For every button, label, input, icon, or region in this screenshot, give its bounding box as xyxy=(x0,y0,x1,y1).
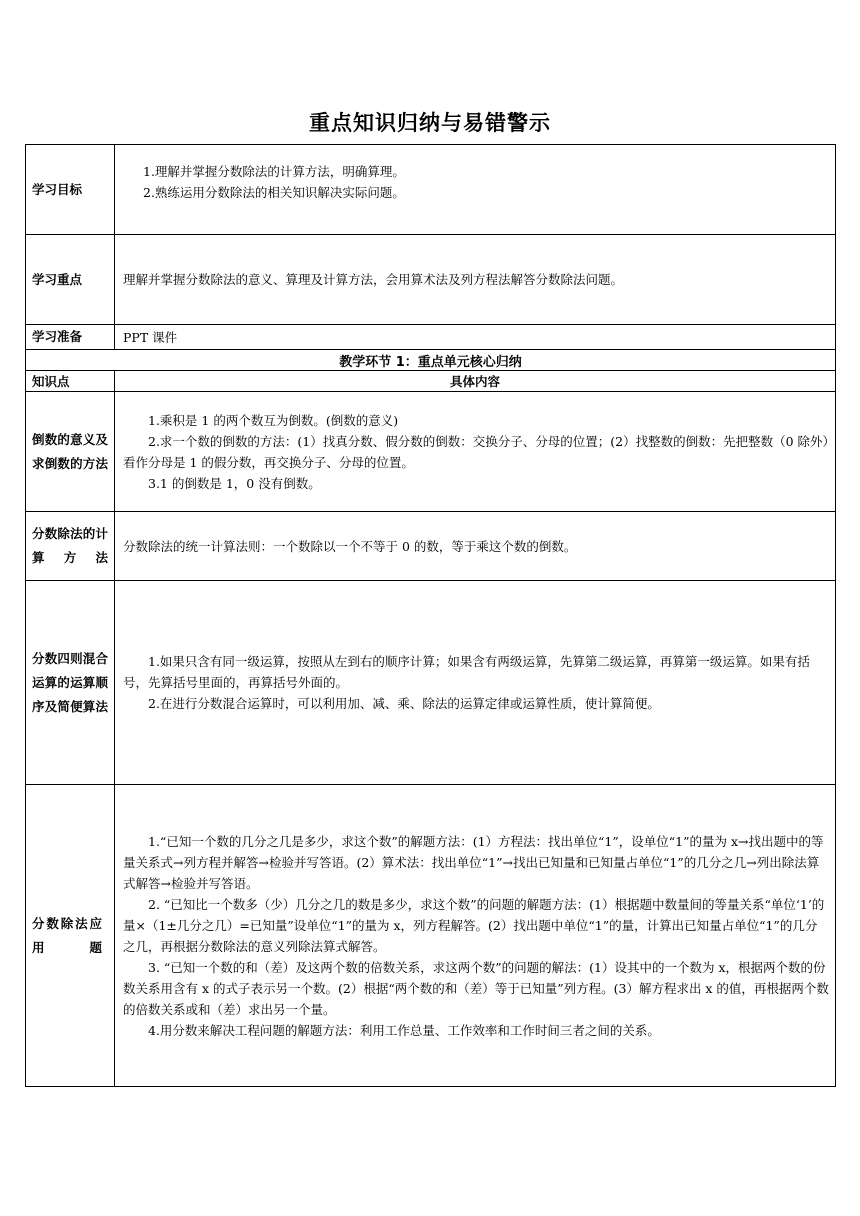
page-title: 重点知识归纳与易错警示 xyxy=(309,111,551,135)
table-row-division-method xyxy=(26,512,836,581)
summary-table xyxy=(25,144,836,1087)
row-content-mixed-operations xyxy=(115,581,836,785)
application-para-1: 1.“已知一个数的几分之几是多少，求这个数”的解题方法：(1）方程法：找出单位“1”，设单位“1”的量为 x→找出题中的等量关系式→列方程并解答→检验并写答语。(2）算术法：找出单位“1”→找出已知量和已知量占单位“1”的几分之几→列出除法算式解答→检验并写答语。 xyxy=(123,833,824,891)
row-label-reciprocal: 倒数的意义及求倒数的方法 xyxy=(26,392,115,512)
application-label: 分数除法应用题 xyxy=(32,915,102,955)
application-para-4: 4.用分数来解决工程问题的解题方法：利用工作总量、工作效率和工作时间三者之间的关系。 xyxy=(148,1022,660,1038)
row-label-key: 学习重点 xyxy=(26,235,115,325)
section-row xyxy=(26,350,836,371)
table-row-application xyxy=(26,785,836,1087)
header-col-knowledge: 知识点 xyxy=(26,371,115,392)
row-content-reciprocal xyxy=(115,392,836,512)
goal-line-1: 1.理解并掌握分数除法的计算方法，明确算理。 xyxy=(143,163,405,179)
row-content-application xyxy=(115,785,836,1087)
row-label-goal: 学习目标 xyxy=(26,145,115,235)
row-label-mixed-operations: 分数四则混合运算的运算顺序及简便算法 xyxy=(26,581,115,785)
table-row-reciprocal xyxy=(26,392,836,512)
row-label-application xyxy=(26,785,115,1087)
row-content-goal xyxy=(115,145,836,235)
table-row-key xyxy=(26,235,836,325)
row-content-prep xyxy=(115,325,836,350)
row-content-key xyxy=(115,235,836,325)
reciprocal-para-1: 1.乘积是 1 的两个数互为倒数。(倒数的意义) xyxy=(148,412,399,428)
mixed-operations-para-1: 1.如果只含有同一级运算，按照从左到右的顺序计算；如果含有两级运算，先算第二级运算，再算第一级运算。如果有括号，先算括号里面的，再算括号外面的。 xyxy=(123,654,810,690)
header-row xyxy=(26,371,836,392)
row-label-prep: 学习准备 xyxy=(26,325,115,350)
reciprocal-para-3: 3.1 的倒数是 1，0 没有倒数。 xyxy=(148,475,321,491)
header-col-content: 具体内容 xyxy=(115,371,836,392)
row-content-division-method xyxy=(115,512,836,581)
division-method-para-1: 分数除法的统一计算法则：一个数除以一个不等于 0 的数，等于乘这个数的倒数。 xyxy=(123,538,577,554)
application-para-3: 3. “已知一个数的和（差）及这两个数的倍数关系，求这两个数”的问题的解法：(1）设其中的一个数为 x，根据两个数的份数关系用含有 x 的式子表示另一个数。(2）根据“两个数的和（差）等于已知量”列方程。(3）解方程求出 x 的值，再根据两个数的倍数关系或和（差）求出另一个量。 xyxy=(123,959,829,1017)
prep-text: PPT 课件 xyxy=(123,329,178,345)
row-label-division-method: 分数除法的计算方法 xyxy=(26,512,115,581)
key-text: 理解并掌握分数除法的意义、算理及计算方法，会用算术法及列方程法解答分数除法问题。 xyxy=(123,272,624,287)
mixed-operations-para-2: 2.在进行分数混合运算时，可以利用加、减、乘、除法的运算定律或运算性质，使计算简便。 xyxy=(148,696,660,711)
table-row-mixed-operations xyxy=(26,581,836,785)
reciprocal-para-2: 2.求一个数的倒数的方法：(1）找真分数、假分数的倒数：交换分子、分母的位置；(2）找整数的倒数：先把整数（0 除外）看作分母是 1 的假分数，再交换分子、分母的位置。 xyxy=(123,433,829,470)
table-row-prep xyxy=(26,325,836,350)
section-title: 教学环节 1：重点单元核心归纳 xyxy=(26,350,836,371)
goal-line-2: 2.熟练运用分数除法的相关知识解决实际问题。 xyxy=(143,184,405,200)
table-row-goal xyxy=(26,145,836,235)
application-para-2: 2. “已知比一个数多（少）几分之几的数是多少，求这个数”的问题的解题方法：(1）根据题中数量间的等量关系“单位‘1’的量×（1±几分之几）=已知量”设单位“1”的量为 x，列方程解答。(2）找出题中单位“1”的量，计算出已知量占单位“1”的几分之几，再根据分数除法的意义列除法算式解答。 xyxy=(123,896,825,954)
